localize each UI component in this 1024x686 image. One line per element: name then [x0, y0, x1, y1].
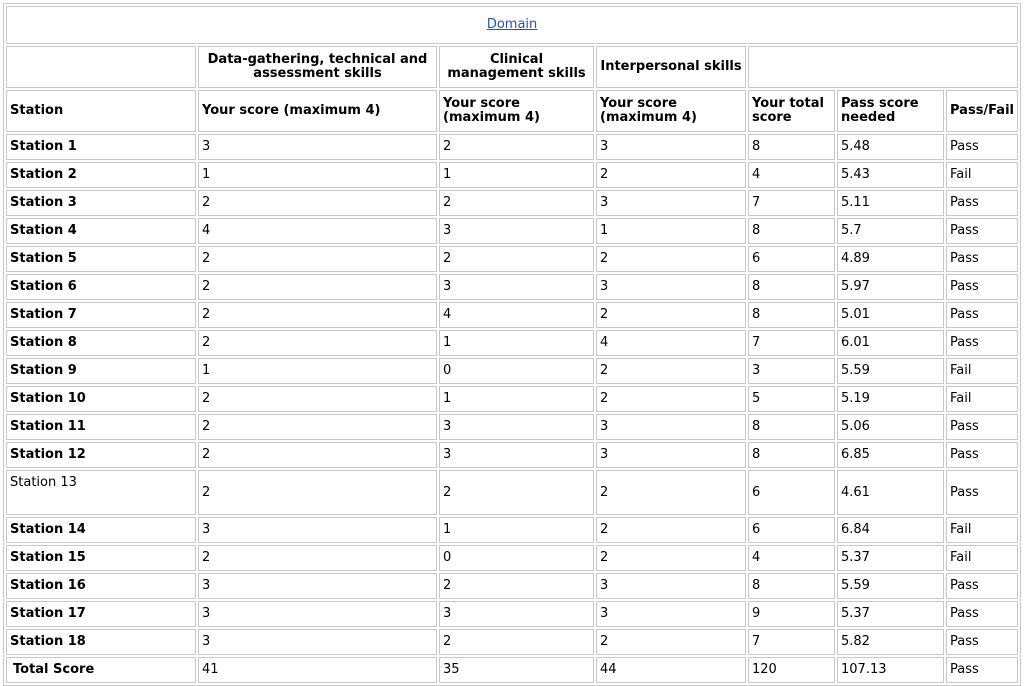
score-clinical: 2 [439, 134, 594, 160]
pass-fail: Pass [946, 573, 1018, 599]
table-row [6, 218, 1018, 244]
station-name: Station 2 [6, 162, 196, 188]
score-data-gathering: 2 [198, 386, 437, 412]
score-data-gathering: 2 [198, 545, 437, 571]
total-score: 7 [748, 629, 835, 655]
score-clinical: 2 [439, 629, 594, 655]
total-score-data-gathering: 41 [198, 657, 437, 683]
score-clinical: 1 [439, 517, 594, 543]
score-interpersonal: 3 [596, 274, 746, 300]
score-data-gathering: 2 [198, 442, 437, 468]
group-header-row [6, 46, 1018, 88]
group-header-empty [6, 46, 196, 88]
pass-score-needed: 6.01 [837, 330, 944, 356]
score-data-gathering: 3 [198, 629, 437, 655]
col-score-interpersonal: Your score (maximum 4) [596, 90, 746, 132]
total-station-name: Total Score [6, 657, 196, 683]
score-clinical: 1 [439, 386, 594, 412]
station-name: Station 10 [6, 386, 196, 412]
pass-score-needed: 4.61 [837, 470, 944, 515]
pass-score-needed: 5.19 [837, 386, 944, 412]
pass-fail: Pass [946, 330, 1018, 356]
table-row [6, 162, 1018, 188]
score-data-gathering: 2 [198, 190, 437, 216]
score-data-gathering: 2 [198, 470, 437, 515]
total-score: 7 [748, 330, 835, 356]
score-interpersonal: 3 [596, 601, 746, 627]
score-clinical: 4 [439, 302, 594, 328]
score-interpersonal: 2 [596, 302, 746, 328]
station-name: Station 12 [6, 442, 196, 468]
total-score: 4 [748, 162, 835, 188]
score-clinical: 2 [439, 190, 594, 216]
pass-fail: Fail [946, 386, 1018, 412]
table-row [6, 442, 1018, 468]
pass-fail: Pass [946, 218, 1018, 244]
score-interpersonal: 3 [596, 190, 746, 216]
station-name: Station 16 [6, 573, 196, 599]
station-name: Station 7 [6, 302, 196, 328]
total-score: 8 [748, 218, 835, 244]
table-row [6, 358, 1018, 384]
score-data-gathering: 1 [198, 358, 437, 384]
column-header-row [6, 90, 1018, 132]
pass-fail: Pass [946, 190, 1018, 216]
domain-cell [6, 6, 1018, 44]
pass-fail: Pass [946, 442, 1018, 468]
station-name: Station 6 [6, 274, 196, 300]
table-row [6, 545, 1018, 571]
group-clinical-management: Clinical management skills [439, 46, 594, 88]
score-clinical: 0 [439, 358, 594, 384]
score-clinical: 2 [439, 470, 594, 515]
col-score-clinical: Your score (maximum 4) [439, 90, 594, 132]
total-score: 6 [748, 246, 835, 272]
pass-fail: Pass [946, 470, 1018, 515]
total-score: 8 [748, 573, 835, 599]
col-station: Station [6, 90, 196, 132]
score-data-gathering: 3 [198, 573, 437, 599]
score-clinical: 1 [439, 330, 594, 356]
total-score: 4 [748, 545, 835, 571]
total-row [6, 657, 1018, 683]
score-interpersonal: 2 [596, 470, 746, 515]
station-name: Station 14 [6, 517, 196, 543]
score-clinical: 3 [439, 601, 594, 627]
domain-link[interactable]: Domain [486, 17, 538, 32]
total-score: 3 [748, 358, 835, 384]
station-name: Station 11 [6, 414, 196, 440]
total-score: 8 [748, 274, 835, 300]
total-score: 8 [748, 134, 835, 160]
pass-score-needed: 5.59 [837, 358, 944, 384]
pass-fail: Pass [946, 246, 1018, 272]
pass-fail: Pass [946, 414, 1018, 440]
pass-fail: Fail [946, 358, 1018, 384]
total-score: 6 [748, 517, 835, 543]
total-score: 8 [748, 414, 835, 440]
total-score: 8 [748, 442, 835, 468]
col-pass-score-needed: Pass score needed [837, 90, 944, 132]
table-row [6, 573, 1018, 599]
pass-score-needed: 5.43 [837, 162, 944, 188]
table-row [6, 470, 1018, 515]
col-score-data-gathering: Your score (maximum 4) [198, 90, 437, 132]
score-clinical: 0 [439, 545, 594, 571]
group-header-empty [748, 46, 1018, 88]
station-name: Station 1 [6, 134, 196, 160]
table-row [6, 134, 1018, 160]
pass-score-needed: 6.84 [837, 517, 944, 543]
pass-score-needed: 5.06 [837, 414, 944, 440]
station-name: Station 17 [6, 601, 196, 627]
group-data-gathering: Data-gathering, technical and assessment skills [198, 46, 437, 88]
table-row [6, 302, 1018, 328]
score-data-gathering: 2 [198, 330, 437, 356]
score-interpersonal: 4 [596, 330, 746, 356]
station-name: Station 15 [6, 545, 196, 571]
table-row [6, 246, 1018, 272]
score-data-gathering: 2 [198, 274, 437, 300]
pass-fail: Pass [946, 302, 1018, 328]
score-interpersonal: 1 [596, 218, 746, 244]
table-row [6, 517, 1018, 543]
score-interpersonal: 3 [596, 573, 746, 599]
station-name: Station 13 [6, 470, 196, 515]
col-pass-fail: Pass/Fail [946, 90, 1018, 132]
total-pass-fail: Pass [946, 657, 1018, 683]
score-data-gathering: 1 [198, 162, 437, 188]
score-clinical: 3 [439, 442, 594, 468]
pass-score-needed: 4.89 [837, 246, 944, 272]
total-score: 7 [748, 190, 835, 216]
pass-score-needed: 5.59 [837, 573, 944, 599]
pass-score-needed: 5.37 [837, 601, 944, 627]
pass-fail: Fail [946, 545, 1018, 571]
score-interpersonal: 3 [596, 442, 746, 468]
score-clinical: 2 [439, 573, 594, 599]
results-table [3, 3, 1021, 686]
total-total-score: 120 [748, 657, 835, 683]
score-data-gathering: 2 [198, 302, 437, 328]
score-data-gathering: 2 [198, 246, 437, 272]
total-score: 9 [748, 601, 835, 627]
score-data-gathering: 3 [198, 601, 437, 627]
table-row [6, 330, 1018, 356]
pass-score-needed: 5.48 [837, 134, 944, 160]
score-clinical: 3 [439, 274, 594, 300]
group-interpersonal: Interpersonal skills [596, 46, 746, 88]
table-row [6, 629, 1018, 655]
total-score: 5 [748, 386, 835, 412]
score-interpersonal: 2 [596, 386, 746, 412]
score-interpersonal: 2 [596, 162, 746, 188]
table-row [6, 414, 1018, 440]
score-interpersonal: 2 [596, 629, 746, 655]
score-interpersonal: 3 [596, 414, 746, 440]
station-name: Station 8 [6, 330, 196, 356]
domain-row [6, 6, 1018, 44]
score-data-gathering: 3 [198, 134, 437, 160]
score-data-gathering: 4 [198, 218, 437, 244]
pass-fail: Pass [946, 601, 1018, 627]
station-name: Station 18 [6, 629, 196, 655]
pass-score-needed: 5.37 [837, 545, 944, 571]
pass-score-needed: 6.85 [837, 442, 944, 468]
pass-score-needed: 5.82 [837, 629, 944, 655]
pass-fail: Pass [946, 274, 1018, 300]
table-row [6, 274, 1018, 300]
score-data-gathering: 3 [198, 517, 437, 543]
pass-score-needed: 5.7 [837, 218, 944, 244]
score-interpersonal: 2 [596, 545, 746, 571]
score-clinical: 1 [439, 162, 594, 188]
station-name: Station 4 [6, 218, 196, 244]
score-clinical: 3 [439, 218, 594, 244]
total-score-interpersonal: 44 [596, 657, 746, 683]
pass-score-needed: 5.01 [837, 302, 944, 328]
table-row [6, 601, 1018, 627]
total-pass-score-needed: 107.13 [837, 657, 944, 683]
total-score-clinical: 35 [439, 657, 594, 683]
pass-fail: Fail [946, 517, 1018, 543]
station-name: Station 3 [6, 190, 196, 216]
score-interpersonal: 2 [596, 358, 746, 384]
pass-fail: Fail [946, 162, 1018, 188]
station-name: Station 9 [6, 358, 196, 384]
table-row [6, 386, 1018, 412]
col-total-score: Your total score [748, 90, 835, 132]
pass-fail: Pass [946, 629, 1018, 655]
score-clinical: 3 [439, 414, 594, 440]
pass-score-needed: 5.97 [837, 274, 944, 300]
score-interpersonal: 2 [596, 246, 746, 272]
table-row [6, 190, 1018, 216]
total-score: 8 [748, 302, 835, 328]
total-score: 6 [748, 470, 835, 515]
score-interpersonal: 3 [596, 134, 746, 160]
pass-score-needed: 5.11 [837, 190, 944, 216]
pass-fail: Pass [946, 134, 1018, 160]
station-name: Station 5 [6, 246, 196, 272]
score-clinical: 2 [439, 246, 594, 272]
score-interpersonal: 2 [596, 517, 746, 543]
score-data-gathering: 2 [198, 414, 437, 440]
